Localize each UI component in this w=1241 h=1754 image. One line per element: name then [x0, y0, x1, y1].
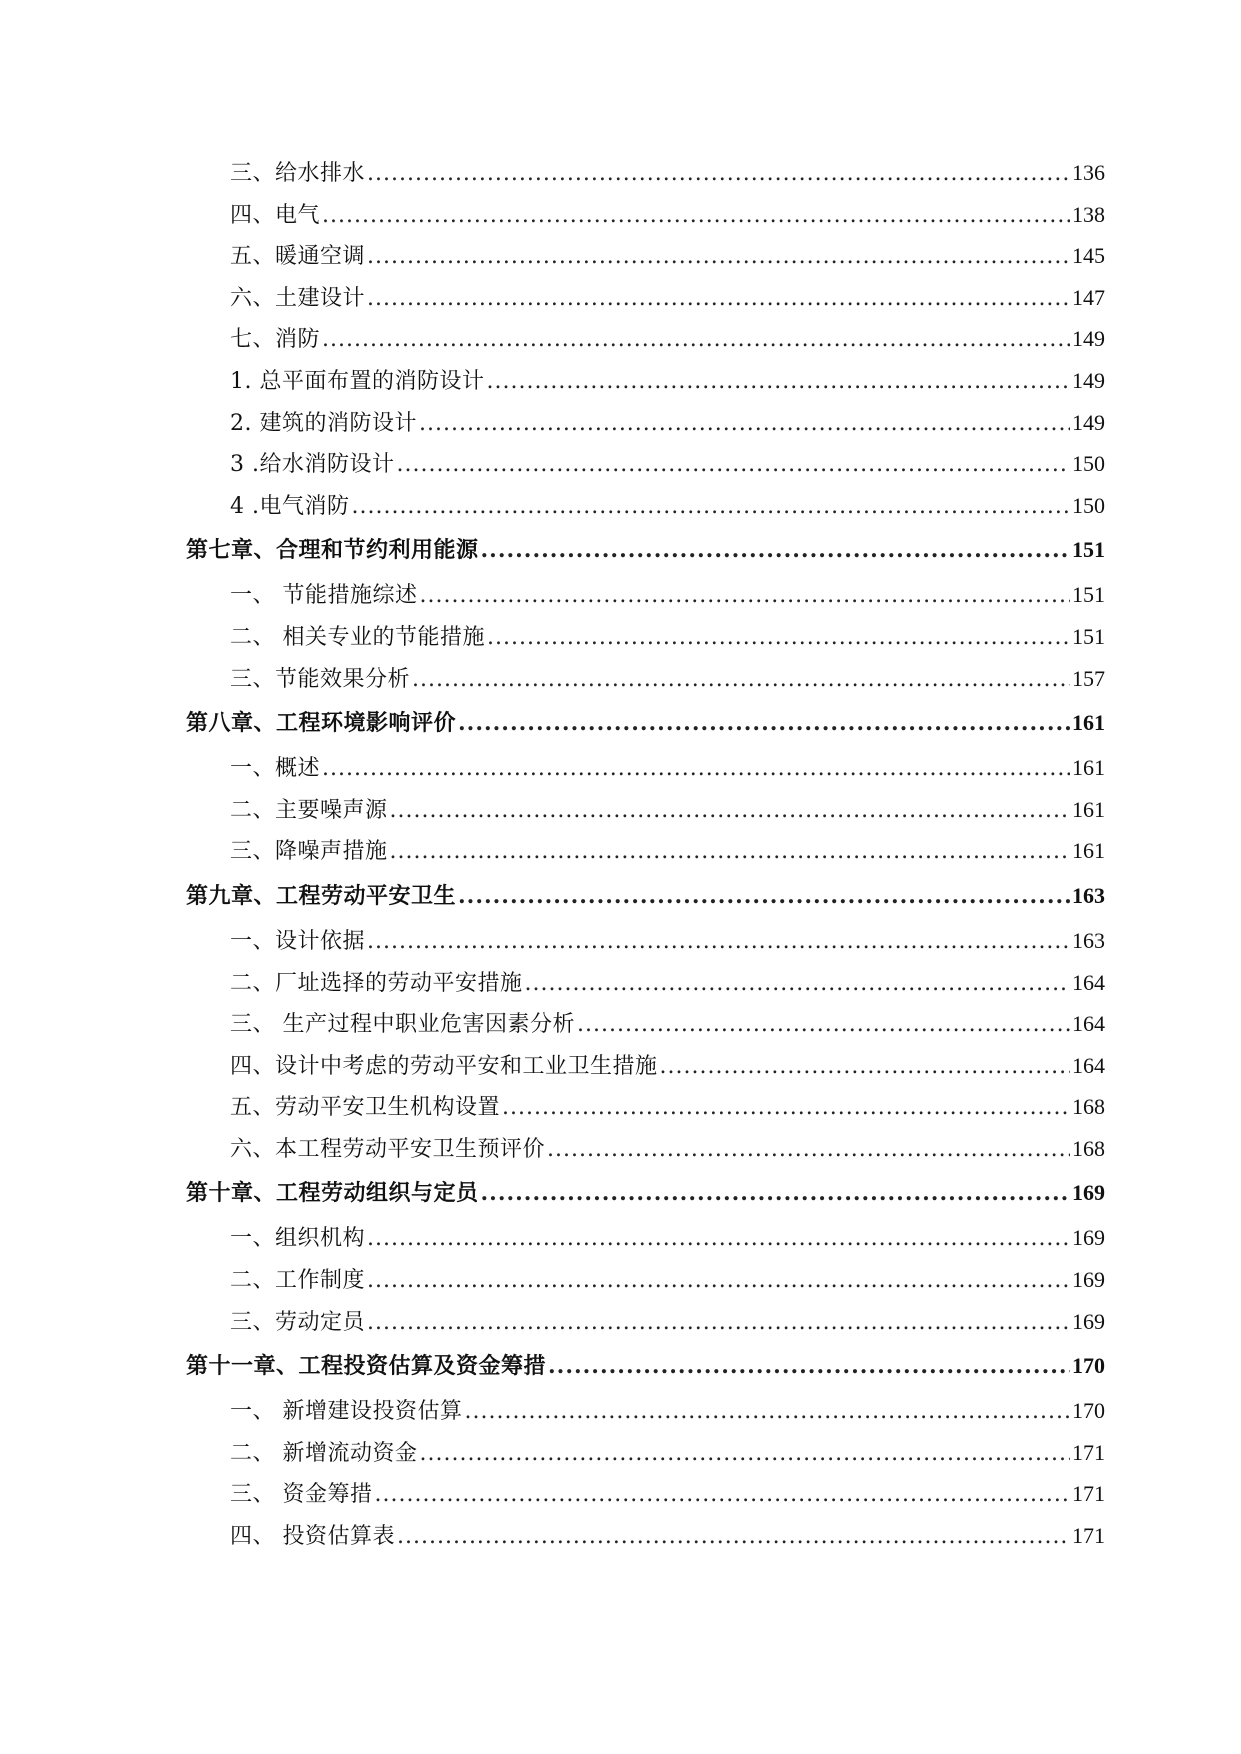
- toc-section-entry[interactable]: [186, 443, 1105, 485]
- toc-entry-title: 2. 建筑的消防设计: [230, 410, 417, 436]
- toc-entry-page-number: 161: [1072, 838, 1105, 864]
- toc-entry-page-number: 150: [1072, 492, 1105, 518]
- toc-entry-title: 三、劳动定员: [230, 1309, 366, 1335]
- toc-entry-page-number: 161: [1072, 710, 1105, 736]
- dot-leader: [502, 1087, 1070, 1129]
- dot-leader: [322, 195, 1070, 237]
- toc-entry-page-number: 169: [1072, 1308, 1105, 1334]
- dot-leader: [547, 1129, 1070, 1171]
- toc-section-entry[interactable]: [186, 920, 1105, 962]
- dot-leader: [412, 659, 1070, 701]
- toc-section-entry[interactable]: [186, 1432, 1105, 1474]
- toc-section-entry[interactable]: [186, 402, 1105, 444]
- toc-entry-title: 第七章、合理和节约利用能源: [186, 537, 479, 564]
- toc-entry-page-number: 151: [1072, 623, 1105, 649]
- dot-leader: [481, 526, 1070, 574]
- toc-entry-title: 六、土建设计: [230, 285, 366, 311]
- dot-leader: [322, 748, 1070, 790]
- toc-entry-title: 3 .给水消防设计: [230, 452, 395, 478]
- toc-entry-title: 一、概述: [230, 756, 321, 782]
- dot-leader: [375, 1474, 1071, 1516]
- toc-entry-title: 一、设计依据: [230, 928, 366, 954]
- toc-entry-title: 五、劳动平安卫生机构设置: [230, 1095, 501, 1121]
- toc-entry-title: 三、节能效果分析: [230, 666, 411, 692]
- toc-entry-page-number: 136: [1072, 160, 1105, 185]
- dot-leader: [390, 831, 1070, 873]
- toc-entry-title: 七、消防: [230, 327, 321, 353]
- dot-leader: [660, 1046, 1070, 1088]
- toc-entry-page-number: 150: [1072, 451, 1105, 477]
- toc-entry-title: 二、工作制度: [230, 1268, 366, 1294]
- toc-section-entry[interactable]: [186, 485, 1105, 527]
- dot-leader: [322, 319, 1070, 361]
- toc-section-entry[interactable]: [186, 1003, 1105, 1045]
- toc-entry-page-number: 147: [1072, 284, 1105, 310]
- toc-entry-page-number: 169: [1072, 1225, 1105, 1251]
- toc-section-entry[interactable]: [186, 1515, 1105, 1557]
- toc-section-entry[interactable]: [186, 318, 1105, 360]
- toc-entry-page-number: 163: [1072, 927, 1105, 953]
- toc-entry-title: 4 .电气消防: [230, 493, 350, 519]
- toc-entry-page-number: 171: [1072, 1439, 1105, 1465]
- dot-leader: [458, 872, 1070, 920]
- toc-entry-page-number: 170: [1072, 1353, 1105, 1379]
- toc-chapter-entry[interactable]: [186, 1169, 1105, 1217]
- dot-leader: [486, 361, 1070, 403]
- toc-entry-page-number: 164: [1072, 1052, 1105, 1078]
- dot-leader: [390, 790, 1070, 832]
- toc-entry-title: 三、给水排水: [230, 161, 366, 186]
- toc-section-entry[interactable]: [186, 789, 1105, 831]
- dot-leader: [351, 486, 1070, 528]
- toc-entry-page-number: 168: [1072, 1094, 1105, 1120]
- dot-leader: [367, 1218, 1070, 1260]
- dot-leader: [419, 403, 1070, 445]
- toc-entry-title: 三、 生产过程中职业危害因素分析: [230, 1012, 575, 1038]
- toc-entry-title: 1. 总平面布置的消防设计: [230, 368, 485, 394]
- toc-entry-title: 第九章、工程劳动平安卫生: [186, 882, 457, 909]
- toc-entry-page-number: 163: [1072, 882, 1105, 908]
- toc-section-entry[interactable]: [186, 830, 1105, 872]
- toc-entry-title: 五、暖通空调: [230, 244, 366, 270]
- toc-section-entry[interactable]: [186, 616, 1105, 658]
- toc-section-entry[interactable]: [186, 360, 1105, 402]
- toc-entry-page-number: 145: [1072, 243, 1105, 269]
- toc-section-entry[interactable]: [186, 747, 1105, 789]
- dot-leader: [367, 1302, 1070, 1344]
- toc-entry-page-number: 168: [1072, 1135, 1105, 1161]
- toc-entry-page-number: 157: [1072, 665, 1105, 691]
- dot-leader: [420, 575, 1071, 617]
- toc-entry-page-number: 149: [1072, 409, 1105, 435]
- toc-entry-title: 一、 节能措施综述: [230, 583, 418, 609]
- toc-section-entry[interactable]: [186, 1259, 1105, 1301]
- toc-entry-title: 二、 相关专业的节能措施: [230, 624, 485, 650]
- toc-chapter-entry[interactable]: [186, 1342, 1105, 1390]
- dot-leader: [458, 699, 1070, 747]
- dot-leader: [420, 1433, 1071, 1475]
- toc-entry-page-number: 171: [1072, 1481, 1105, 1507]
- toc-entry-title: 四、电气: [230, 202, 321, 228]
- dot-leader: [481, 1169, 1070, 1217]
- dot-leader: [367, 153, 1070, 195]
- toc-entry-page-number: 151: [1072, 582, 1105, 608]
- table-of-contents: [186, 152, 1105, 1557]
- toc-entry-title: 第十一章、工程投资估算及资金筹措: [186, 1353, 547, 1380]
- toc-entry-page-number: 161: [1072, 755, 1105, 781]
- toc-chapter-entry[interactable]: [186, 526, 1105, 574]
- dot-leader: [487, 617, 1070, 659]
- toc-entry-page-number: 138: [1072, 201, 1105, 227]
- toc-chapter-entry[interactable]: [186, 699, 1105, 747]
- dot-leader: [396, 444, 1070, 486]
- toc-entry-page-number: 151: [1072, 537, 1105, 563]
- toc-entry-page-number: 164: [1072, 1011, 1105, 1037]
- toc-entry-page-number: 170: [1072, 1398, 1105, 1424]
- toc-section-entry[interactable]: [186, 658, 1105, 700]
- toc-entry-title: 四、 投资估算表: [230, 1524, 395, 1550]
- dot-leader: [525, 963, 1070, 1005]
- toc-entry-title: 二、厂址选择的劳动平安措施: [230, 970, 523, 996]
- toc-section-entry[interactable]: [186, 574, 1105, 616]
- dot-leader: [577, 1004, 1070, 1046]
- toc-chapter-entry[interactable]: [186, 872, 1105, 920]
- toc-entry-page-number: 161: [1072, 796, 1105, 822]
- toc-section-entry[interactable]: [186, 1301, 1105, 1343]
- toc-entry-page-number: 164: [1072, 969, 1105, 995]
- dot-leader: [367, 1260, 1070, 1302]
- dot-leader: [367, 921, 1070, 963]
- toc-entry-page-number: 169: [1072, 1180, 1105, 1206]
- toc-entry-page-number: 149: [1072, 326, 1105, 352]
- dot-leader: [465, 1391, 1071, 1433]
- toc-section-entry[interactable]: [186, 1045, 1105, 1087]
- toc-entry-title: 一、 新增建设投资估算: [230, 1399, 463, 1425]
- toc-section-entry[interactable]: [186, 1086, 1105, 1128]
- toc-section-entry[interactable]: [186, 277, 1105, 319]
- toc-entry-page-number: 171: [1072, 1523, 1105, 1549]
- toc-entry-title: 三、 资金筹措: [230, 1482, 373, 1508]
- toc-section-entry[interactable]: [186, 1473, 1105, 1515]
- toc-section-entry[interactable]: [186, 1390, 1105, 1432]
- toc-section-entry[interactable]: [186, 1128, 1105, 1170]
- toc-section-entry[interactable]: [186, 152, 1105, 194]
- toc-entry-title: 六、本工程劳动平安卫生预评价: [230, 1136, 546, 1162]
- toc-entry-title: 四、设计中考虑的劳动平安和工业卫生措施: [230, 1053, 658, 1079]
- toc-section-entry[interactable]: [186, 962, 1105, 1004]
- toc-entry-title: 一、组织机构: [230, 1226, 366, 1252]
- toc-entry-title: 二、 新增流动资金: [230, 1440, 418, 1466]
- toc-section-entry[interactable]: [186, 194, 1105, 236]
- toc-entry-title: 第八章、工程环境影响评价: [186, 710, 457, 737]
- toc-entry-title: 二、主要噪声源: [230, 797, 388, 823]
- toc-entry-page-number: 169: [1072, 1267, 1105, 1293]
- dot-leader: [548, 1342, 1070, 1390]
- toc-entry-title: 第十章、工程劳动组织与定员: [186, 1180, 479, 1207]
- toc-entry-title: 三、降噪声措施: [230, 839, 388, 865]
- toc-section-entry[interactable]: [186, 235, 1105, 277]
- toc-section-entry[interactable]: [186, 1217, 1105, 1259]
- dot-leader: [367, 278, 1070, 320]
- toc-entry-page-number: 149: [1072, 367, 1105, 393]
- dot-leader: [367, 236, 1070, 278]
- dot-leader: [397, 1516, 1070, 1558]
